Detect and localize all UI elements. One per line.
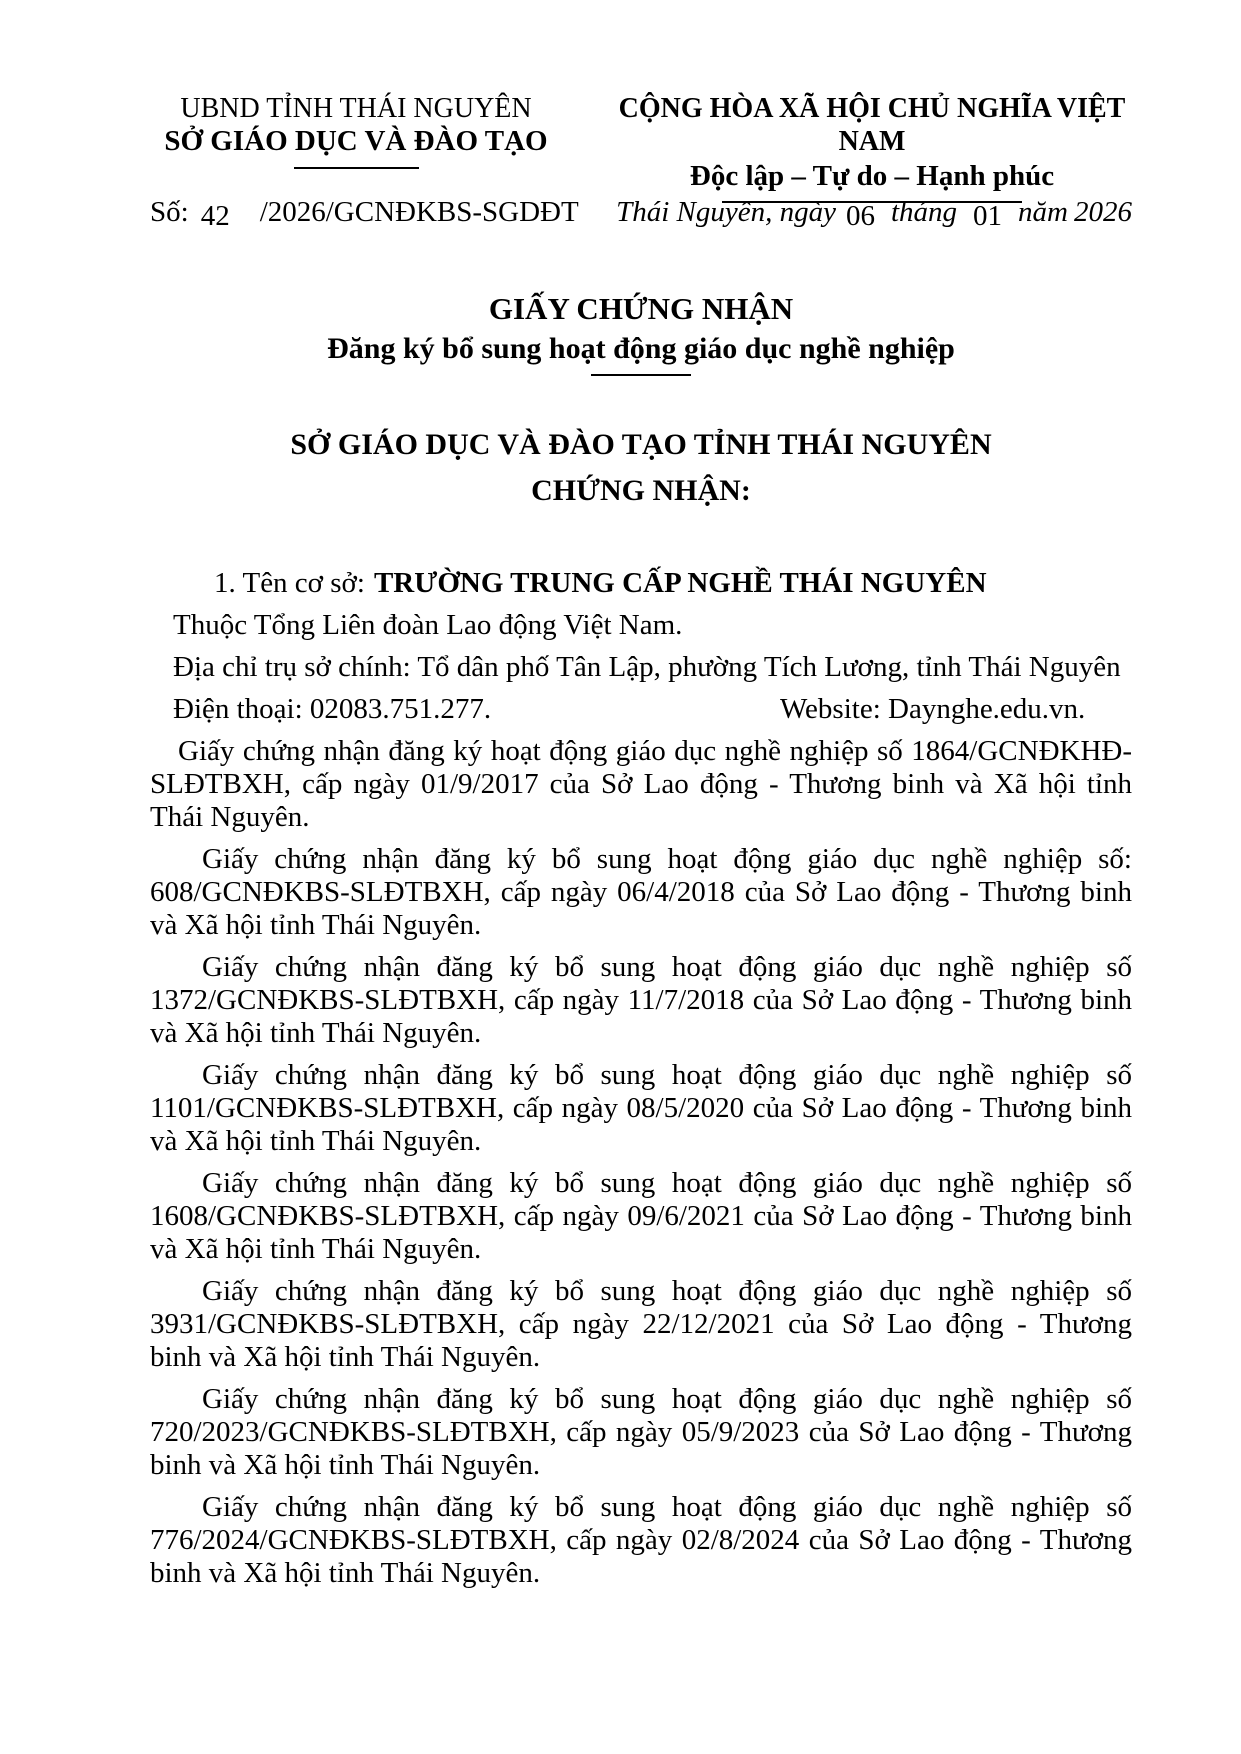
agency-underline bbox=[294, 167, 419, 169]
affiliation-line: Thuộc Tổng Liên đoàn Lao động Việt Nam. bbox=[173, 609, 683, 641]
contact-line bbox=[150, 693, 1132, 726]
date-month-word: tháng bbox=[890, 196, 958, 228]
certificate-paragraph: Giấy chứng nhận đăng ký hoạt động giáo dục nghề nghiệp số 1864/GCNĐKHĐ-SLĐTBXH, cấp ngày 01/9/2017 của Sở Lao động - Thương binh và Xã hội tỉnh Thái Nguyên. bbox=[150, 735, 1132, 833]
website-value: Website: Daynghe.edu.vn. bbox=[780, 693, 1086, 725]
issuing-agency-block bbox=[150, 92, 562, 169]
certifier-agency-line: SỞ GIÁO DỤC VÀ ĐÀO TẠO TỈNH THÁI NGUYÊN bbox=[290, 428, 992, 461]
certificate-paragraph: Giấy chứng nhận đăng ký bổ sung hoạt động giáo dục nghề nghiệp số 720/2023/GCNĐKBS-SLĐTBXH, cấp ngày 05/9/2023 của Sở Lao động - Thương binh và Xã hội tỉnh Thái Nguyên. bbox=[150, 1383, 1132, 1481]
certificate-paragraph: Giấy chứng nhận đăng ký bổ sung hoạt động giáo dục nghề nghiệp số 776/2024/GCNĐKBS-SLĐTBXH, cấp ngày 02/8/2024 của Sở Lao động - Thương binh và Xã hội tỉnh Thái Nguyên. bbox=[150, 1491, 1132, 1589]
date-year: 2026 bbox=[1074, 196, 1132, 228]
date-year-word: năm bbox=[1018, 196, 1068, 228]
certificate-paragraph: Giấy chứng nhận đăng ký bổ sung hoạt động giáo dục nghề nghiệp số 1101/GCNĐKBS-SLĐTBXH, cấp ngày 08/5/2020 của Sở Lao động - Thương binh và Xã hội tỉnh Thái Nguyên. bbox=[150, 1059, 1132, 1157]
facility-name-label: 1. Tên cơ sở: bbox=[214, 567, 365, 599]
title-underline bbox=[591, 374, 691, 376]
date-day: 06 bbox=[845, 200, 875, 232]
certificate-history-paragraphs bbox=[150, 735, 1132, 1590]
phone-value: Điện thoại: 02083.751.277. bbox=[173, 693, 492, 725]
document-title: GIẤY CHỨNG NHẬN bbox=[488, 291, 794, 326]
facility-name-value: TRƯỜNG TRUNG CẤP NGHỀ THÁI NGUYÊN bbox=[373, 567, 987, 599]
certifier-block bbox=[150, 422, 1132, 514]
place-date-line bbox=[616, 194, 1132, 230]
date-place-prefix: Thái Nguyên, ngày bbox=[616, 196, 836, 228]
certificate-paragraph: Giấy chứng nhận đăng ký bổ sung hoạt động giáo dục nghề nghiệp số 1372/GCNĐKBS-SLĐTBXH, cấp ngày 11/7/2018 của Sở Lao động - Thương binh và Xã hội tỉnh Thái Nguyên. bbox=[150, 951, 1132, 1049]
document-number-value: 42 bbox=[200, 200, 230, 232]
certifies-label: CHỨNG NHẬN: bbox=[531, 474, 751, 507]
certificate-paragraph: Giấy chứng nhận đăng ký bổ sung hoạt động giáo dục nghề nghiệp số: 608/GCNĐKBS-SLĐTBXH, cấp ngày 06/4/2018 của Sở Lao động - Thương binh và Xã hội tỉnh Thái Nguyên. bbox=[150, 843, 1132, 941]
address-line: Địa chỉ trụ sở chính: Tổ dân phố Tân Lập, phường Tích Lương, tỉnh Thái Nguyên bbox=[173, 651, 1121, 683]
title-block bbox=[150, 290, 1132, 376]
facility-name-line bbox=[150, 567, 1132, 600]
agency-name: SỞ GIÁO DỤC VÀ ĐÀO TẠO bbox=[164, 125, 548, 157]
certificate-paragraph: Giấy chứng nhận đăng ký bổ sung hoạt động giáo dục nghề nghiệp số 3931/GCNĐKBS-SLĐTBXH, cấp ngày 22/12/2021 của Sở Lao động - Thương binh và Xã hội tỉnh Thái Nguyên. bbox=[150, 1275, 1132, 1373]
document-number-code: /2026/GCNĐKBS-SGDĐT bbox=[259, 196, 579, 228]
document-number-label: Số: bbox=[150, 196, 189, 228]
parent-agency-name: UBND TỈNH THÁI NGUYÊN bbox=[180, 93, 532, 124]
document-subtitle: Đăng ký bổ sung hoạt động giáo dục nghề nghiệp bbox=[327, 332, 955, 365]
national-motto: Độc lập – Tự do – Hạnh phúc bbox=[689, 160, 1055, 192]
date-month: 01 bbox=[973, 200, 1003, 232]
reference-row bbox=[150, 194, 1132, 230]
document-number bbox=[150, 194, 579, 230]
country-name: CỘNG HÒA XÃ HỘI CHỦ NGHĨA VIỆT NAM bbox=[618, 93, 1126, 157]
certificate-body bbox=[150, 567, 1132, 1590]
national-motto-block bbox=[612, 92, 1132, 203]
certificate-paragraph: Giấy chứng nhận đăng ký bổ sung hoạt động giáo dục nghề nghiệp số 1608/GCNĐKBS-SLĐTBXH, cấp ngày 09/6/2021 của Sở Lao động - Thương binh và Xã hội tỉnh Thái Nguyên. bbox=[150, 1167, 1132, 1265]
